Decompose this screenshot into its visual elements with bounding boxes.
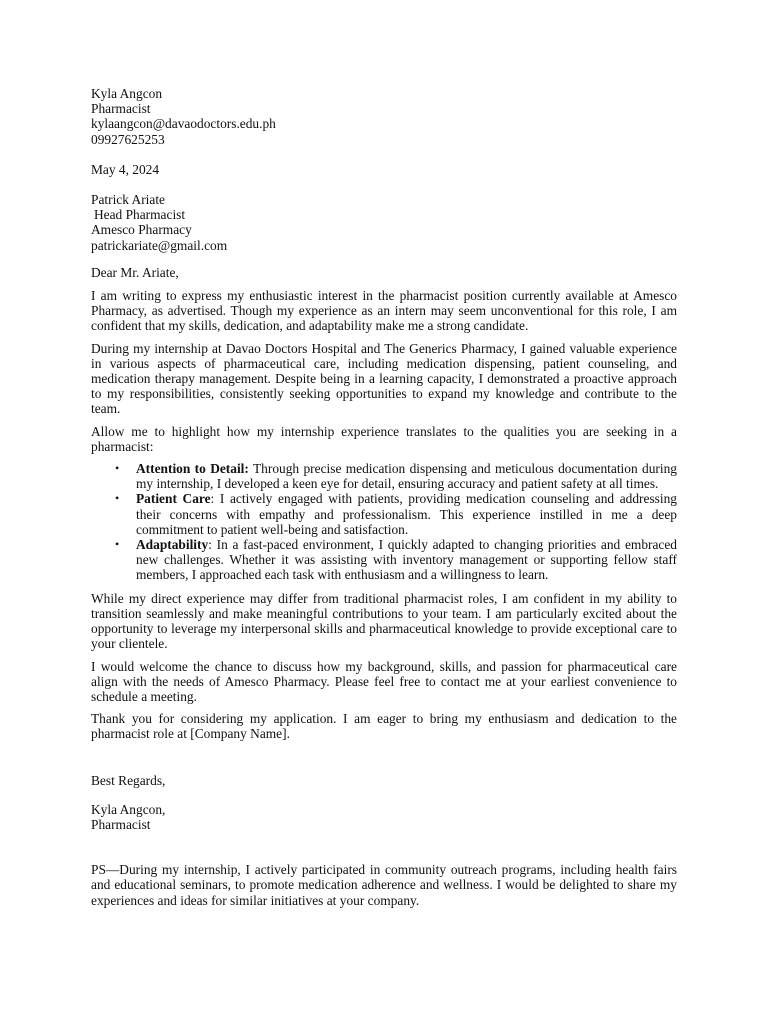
paragraph-thanks: Thank you for considering my application. I am eager to bring my enthusiasm and dedication to the pharmacist role at [Company Name]. <box>91 711 677 742</box>
quality-text: : In a fast-paced environment, I quickly adapted to changing priorities and embraced new challenges. Whether it was assisting with inventory management or supporting fellow staff members, I approached each task with enthusiasm and a willingness to learn. <box>136 537 677 583</box>
quality-text: : I actively engaged with patients, providing medication counseling and addressing their concerns with empathy and professionalism. This experience instilled in me a deep commitment to patient well-being and satisfaction. <box>136 491 677 537</box>
list-item <box>115 461 677 492</box>
quality-term: Adaptability <box>136 537 209 553</box>
bullet-icon: • <box>115 491 120 506</box>
sender-phone: 09927625253 <box>91 131 165 147</box>
recipient-block <box>91 192 677 253</box>
signature-title: Pharmacist <box>91 816 151 832</box>
paragraph-transition: While my direct experience may differ from traditional pharmacist roles, I am confident in my ability to transition seamlessly and make meaningful contributions to your team. I am particularly excited about the opportunity to leverage my interpersonal skills and pharmaceutical knowledge to provide exceptional care to your clientele. <box>91 590 677 652</box>
paragraph-meeting: I would welcome the chance to discuss how my background, skills, and passion for pharmaceutical care align with the needs of Amesco Pharmacy. Please feel free to contact me at your earliest convenience to schedule a meeting. <box>91 658 677 704</box>
recipient-company: Amesco Pharmacy <box>91 222 192 238</box>
bullet-icon: • <box>115 537 120 552</box>
paragraph-intro: I am writing to express my enthusiastic interest in the pharmacist position currently available at Amesco Pharmacy, as advertised. Though my experience as an intern may seem unconventional for this role, I am confident that my skills, dedication, and adaptability make me a strong candidate. <box>91 288 677 334</box>
cover-letter <box>91 86 677 915</box>
sender-name: Kyla Angcon <box>91 86 163 101</box>
bullet-icon: • <box>115 461 120 476</box>
letter-date: May 4, 2024 <box>91 161 160 177</box>
quality-term: Attention to Detail: <box>136 461 249 477</box>
signature-name: Kyla Angcon, <box>91 801 166 817</box>
paragraph-internship: During my internship at Davao Doctors Hospital and The Generics Pharmacy, I gained valuable experience in various aspects of pharmaceutical care, including medication dispensing, patient counseling, and medication therapy management. Despite being in a learning capacity, I demonstrated a proactive approach to my responsibilities, consistently seeking opportunities to expand my knowledge and contribute to the team. <box>91 340 677 417</box>
recipient-email: patrickariate@gmail.com <box>91 237 228 253</box>
qualities-list <box>91 461 677 583</box>
recipient-title: Head Pharmacist <box>94 207 186 223</box>
list-item <box>115 537 677 583</box>
quality-text: Through precise medication dispensing and meticulous documentation during my internship, I developed a keen eye for detail, ensuring accuracy and patient safety at all times. <box>136 461 677 492</box>
salutation: Dear Mr. Ariate, <box>91 264 179 280</box>
signature-block <box>91 802 677 832</box>
sender-title: Pharmacist <box>91 101 151 117</box>
paragraph-highlight: Allow me to highlight how my internship experience translates to the qualities you are seeking in a pharmacist: <box>91 423 677 454</box>
quality-term: Patient Care <box>136 491 211 507</box>
recipient-name: Patrick Ariate <box>91 192 165 208</box>
sender-block <box>91 86 677 147</box>
closing: Best Regards, <box>91 772 166 788</box>
postscript: PS—During my internship, I actively participated in community outreach programs, including health fairs and educational seminars, to promote medication adherence and wellness. I would be delighted to share my experiences and ideas for similar initiatives at your company. <box>91 862 677 908</box>
sender-email: kylaangcon@davaodoctors.edu.ph <box>91 116 276 132</box>
list-item <box>115 491 677 537</box>
date-block <box>91 162 677 177</box>
